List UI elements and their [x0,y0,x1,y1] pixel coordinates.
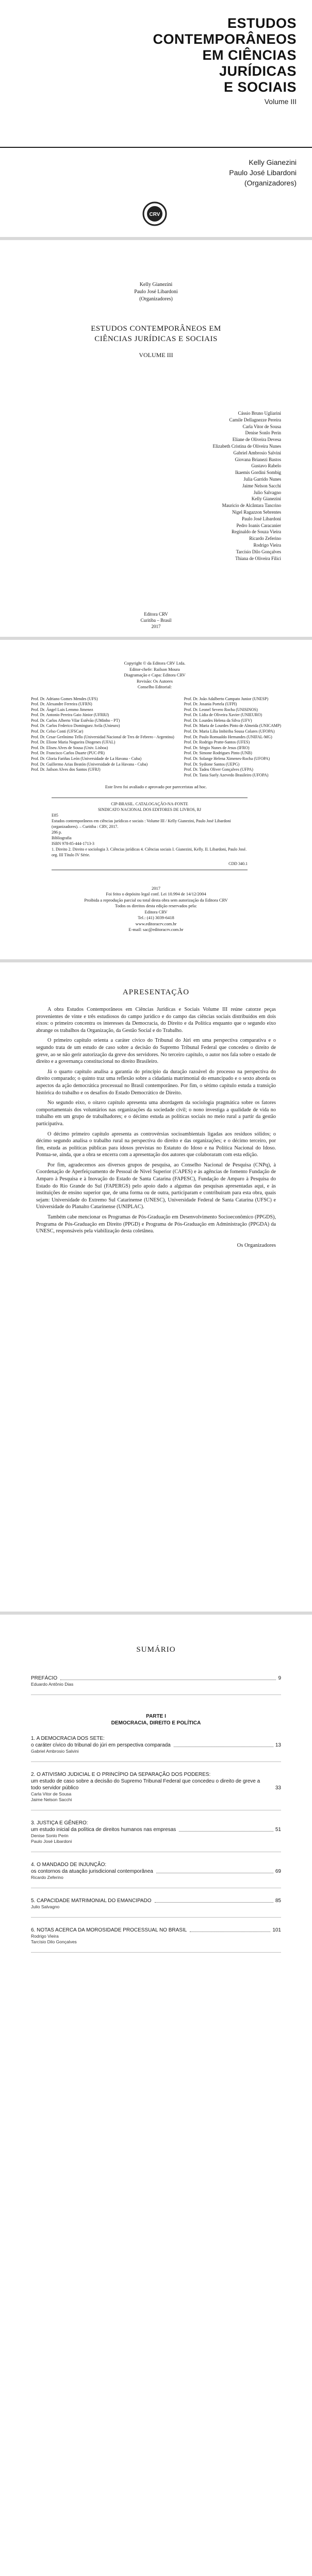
editorial-board-right [184,697,281,778]
review-note: Este livro foi avaliado e aprovado por pareceristas ad hoc. [105,784,207,790]
toc-authors [31,1934,281,1945]
toc-entry[interactable] [31,1861,281,1868]
presentation-title: APRESENTAÇÃO [122,988,190,996]
toc-entry[interactable] [31,1897,281,1904]
toc-authors [31,1833,281,1844]
toc-entry-label: 3. JUSTIÇA E GÊNERO: [31,1820,88,1826]
presentation-paragraph: Também cabe mencionar os Programas de Pós-Graduação em Desenvolvimento Socioeconômico (PPGDS), Programa de Pós-Graduação em Direito (PPGD) e Programa de Pós-Graduação em Administração (PPGDA) da UNESC, responsáveis pela viabilização desta coletânea. [36,1214,276,1234]
cover-title-line: CONTEMPORÂNEOS [153,31,297,47]
toc-divider [31,1694,281,1695]
author-name: Jaime Nelson Sacchi [31,1797,72,1802]
author-name: Carla Vitor de Sousa [31,1791,72,1797]
footer-line: Todos os direitos desta edição reservados pela: [115,903,197,909]
copyright-line: Editor-chefe: Railson Moura [129,666,180,672]
board-member: Prof. Dr. Eliseu Alves de Sousa (Univ. Lisboa) [31,745,108,750]
footer-line: Proibida a reprodução parcial ou total desta obra sem autorização da Editora CRV [84,897,228,903]
toc-entry-subtitle-row [31,1868,281,1875]
cip-cdd: CDD 340.1 [228,861,248,866]
toc-entry-label: 4. O MANDADO DE INJUNÇÃO: [31,1862,107,1868]
author-name: Gabriel Ambrosio Salvini [233,450,281,455]
author-name: Ricardo Zeferino [249,536,281,541]
toc-entry[interactable] [31,1820,281,1826]
toc-entry-label: 6. NOTAS ACERCA DA MOROSIDADE PROCESSUAL NO BRASIL [31,1927,187,1933]
presentation-paragraph: Por fim, agradecemos aos diversos grupos de pesquisa, ao Conselho Nacional de Pesquisa (CNPq), à Coordenação de Aperfeiçoamento de Pessoal de Nível Superior (CAPES) e às agências de fomento Fundação de Amparo à Pesquisa e à Inovação do Estado de Santa Catarina (FAPESC), Fundação de Amparo à Pesquisa do Estado do Rio Grande do Sul (FAPERGS) pelo apoio dado a algumas das pesquisas apresentadas aqui, e às instituições de ensino superior que, de uma forma ou de outra, participaram e contribuíram para esta obra, quais sejam: Universidade do Extremo Sul Catarinense (UNESC), Universidade Federal de Santa Catarina (UFSC) e Universidade do Planalto Catarinense (UNIPLAC). [36,1162,276,1210]
board-member: Prof. Dr. Francisco Carlos Duarte (PUC-PR) [31,751,105,756]
board-member: Prof. Dr. Adriano Gomes Mendes (UFS) [31,696,98,701]
author-name: Ikaemis Gordini Sombig [235,470,281,476]
toc-leader [155,1902,273,1903]
editors-role: (Organizadores) [139,296,173,302]
author-name: Julio Salvagno [253,489,281,495]
board-member: Prof. Dr. Sydione Santos (UEPG) [184,761,240,767]
toc-leader [179,1831,273,1832]
board-member: Prof. Dr. João Adalberto Campato Junior (UNESP) [184,696,269,701]
page-break-space [31,1953,281,2576]
cover-title-line: ESTUDOS [227,15,297,31]
cip-line: ISBN 978-85-444-1713-3 [52,841,94,846]
toc-divider [31,1761,281,1762]
board-member: Prof. Dr. Carlos Alberto Vilar Estêvão (UMinho - PT) [31,718,120,723]
toc-entry[interactable] [31,1927,281,1934]
author-name: Rodrigo Vieira [31,1934,59,1939]
editors-role: (Organizadores) [244,179,297,187]
part-number: PARTE I [146,1714,166,1719]
board-member: Prof. Dr. Alexandre Ferreira (UFRN) [31,702,92,707]
toc-title: SUMÁRIO [136,1646,176,1654]
editorial-board-left [31,697,174,778]
editor-name: Paulo José Libardoni [134,289,178,295]
author-name: Pedro Ioanis Caracanier [236,522,281,528]
author-name: Nigel Ragazzon Sebrentes [232,509,281,515]
editorial-board [31,697,281,778]
toc-author [31,1682,281,1687]
author-name: Denise Sonlo Perin [31,1833,69,1838]
toc-page-number: 9 [278,1675,281,1681]
part-name: DEMOCRACIA, DIREITO E POLÍTICA [111,1720,201,1726]
cip-line: 286 p. [52,829,62,835]
author-name: Eliane de Oliveira Devesa [232,437,281,443]
presentation-paragraph: No segundo eixo, o oitavo capítulo apresenta uma abordagem da sociologia pragmática sobre os fatores comportamentais dos voluntários nas organizações da sociedade civil; o nono investiga a qualidade de vida no trabalho em um grupo de trabalhadores; e o décimo estuda as políticas sociais no meio rural a partir da gestão participativa. [36,1100,276,1127]
board-member: Prof. Dr. Celso Conti (UFSCar) [31,729,84,734]
presentation-body [36,1006,276,1235]
editor-name: Paulo José Libardoni [229,168,297,177]
toc-page-number: 33 [275,1785,281,1791]
toc-authors [31,1904,281,1910]
publication-year: 2017 [151,624,161,629]
title-page-editors [0,281,312,303]
title-page-volume: VOLUME III [139,351,173,359]
editor-name: Kelly Gianezini [139,282,173,287]
cover-volume: Volume III [264,97,297,106]
author-name: Jaime Nelson Sacchi [242,483,281,488]
board-member: Prof. Dr. Carlos Federico Dominguez Avila (Unieuro) [31,723,120,728]
toc-entry-subtitle-row [31,1826,281,1833]
footer-line: 2017 [152,885,160,891]
toc-entry-prefacio[interactable] [31,1675,281,1682]
board-member: Prof. Dr. Josania Portela (UFPI) [184,702,237,707]
title-line: ESTUDOS CONTEMPORÂNEOS EM [91,325,221,333]
author-name: Gustavo Rabelo [251,463,281,469]
footer-line: Foi feito o depósito legal conf. Lei 10.994 de 14/12/2004 [106,891,206,897]
copyright-header [72,660,237,690]
presentation-paragraph: A obra Estudos Contemporâneos em Ciências Jurídicas e Sociais Volume III reúne catorze peças provenientes de vinte e três estudiosos do campo jurídico e do campo das ciências sociais distribuídos em dois eixos: o primeiro concentra os interesses da Democracia, do Direito e da Política enquanto que o segundo eixo abrange os trabalhos da Organização, da Gestão Social e do Trabalho. [36,1007,276,1033]
board-member: Prof. Dr. Tania Suely Azevedo Brasileiro (UFOPA) [184,772,269,777]
toc-entry-label: PREFÁCIO [31,1675,58,1681]
cip-id: E85 [52,812,58,818]
book-cover [0,0,312,237]
author-name: Gabriel Ambrosio Salvini [31,1749,79,1754]
toc-entry[interactable] [31,1735,281,1742]
title-page [0,240,312,637]
board-member: Prof. Dr. Simone Rodrigues Pinto (UNB) [184,751,252,756]
board-member: Prof. Dr. Cesar Gerônimo Tello (Universidad Nacional de Tres de Febrero - Argentina) [31,734,174,739]
board-member: Prof. Dr. Lídia de Oliveira Xavier (UNIEURO) [184,713,262,718]
cip-body [52,818,248,858]
title-page-imprint [0,611,312,630]
copyright-page [0,640,312,959]
publisher-city: Curitiba – Brasil [140,618,172,623]
toc-divider [31,1917,281,1918]
author-name: Mauricio de Alcântara Tancrino [222,503,281,509]
cover-title-line: EM CIÊNCIAS [202,47,297,63]
toc-authors [31,1875,281,1880]
author-name: Ricardo Zeferino [31,1875,63,1880]
toc-part-1 [31,1714,281,1726]
publisher-name: Editora CRV [144,612,168,617]
presentation-signature: Os Organizadores [237,1242,276,1248]
table-of-contents [0,1615,312,2576]
board-member: Prof. Dr. Paulo Romualdo Hernandes (UNIFAL-MG) [184,734,272,739]
board-member: Prof. Dr. Antonio Pereira Gaio Júnior (UFRRJ) [31,713,109,718]
editor-name: Kelly Gianezini [249,158,297,166]
author-name: Elizabeth Cristina de Oliveira Nunes [212,443,281,449]
board-member: Prof. Dr. Jailson Alves dos Santos (UFRJ) [31,767,101,772]
author-name: Carla Vitor de Sousa [242,423,281,429]
toc-entry-label: 1. A DEMOCRACIA DOS SETE: [31,1736,105,1741]
toc-page-number: 101 [272,1927,281,1933]
board-member: Prof. Dr. Tadeu Oliver Gonçalves (UFPA) [184,767,253,772]
toc-entry-subtitle-row [31,1742,281,1749]
board-member: Prof. Dr. Sérgio Nunes de Jesus (IFRO) [184,745,250,750]
author-name: Eduardo Antônio Dias [31,1682,74,1687]
footer-line: www.editoracrv.com.br [135,921,177,926]
footer-line: Editora CRV [144,909,168,914]
cip-record [52,798,248,870]
board-member: Prof. Dr. Leonel Severo Rocha (UNISINOS) [184,707,258,712]
copyright-footer [31,886,281,933]
author-name: Tarcísio Dilo Gonçalves [236,549,281,554]
board-member: Prof. Dr. Rodrigo Pratte-Santos (UFES) [184,740,250,745]
board-member: Prof. Dr. Elione Maria Nogueira Diogenes (UFAL) [31,740,116,745]
toc-authors [31,1791,281,1803]
copyright-line: Conselho Editorial: [137,684,172,689]
cip-header: SINDICATO NACIONAL DOS EDITORES DE LIVROS, RJ [97,807,202,812]
author-name: Paulo José Libardoni [31,1839,72,1844]
board-member: Prof. Dr. Solange Helena Ximenes-Rocha (UFOPA) [184,756,270,761]
footer-line: E-mail: sac@editoracrv.com.br [128,927,184,933]
toc-page-number: 13 [275,1742,281,1748]
title-page-title [0,324,312,344]
toc-leader [190,1931,270,1932]
author-name: Rodrigo Vieira [253,542,281,548]
toc-page-number: 69 [275,1869,281,1874]
publisher-logo [134,198,175,229]
toc-entry-subtitle: um estudo de caso sobre a decisão do Supremo Tribunal Federal que concedeu o direito de greve a todo servidor público [31,1778,260,1791]
author-name: Thiana de Oliveira Filici [235,555,281,561]
title-line: CIÊNCIAS JURÍDICAS E SOCIAIS [94,335,218,343]
cip-line: Estudos contemporâneos em ciências jurídicas e sociais : Volume III / Kelly Gianezini, Paulo José Libardoni (organizadores). – Curitiba : CRV, 2017. [52,818,231,829]
author-name: Denise Sonlo Perin [245,430,281,436]
cover-editors [229,157,297,188]
cover-divider [0,147,312,148]
toc-entry-label: 2. O ATIVISMO JUDICIAL E O PRINCÍPIO DA SEPARAÇÃO DOS PODERES: [31,1772,211,1777]
cip-header: CIP-BRASIL. CATALOGAÇÃO-NA-FONTE [111,801,188,806]
toc-entry-subtitle: um estudo inicial da política de direitos humanos nas empresas [31,1827,176,1833]
author-name: Reginaldo de Souza Vieira [231,529,281,535]
toc-entry-subtitle-row [31,1778,281,1791]
author-name: Tarcísio Dilo Gonçalves [31,1939,77,1944]
board-member: Prof. Dr. Guillermo Arias Beatón (Universidade de La Havana - Cuba) [31,761,148,767]
author-name: Paulo José Libardoni [242,516,281,521]
author-name: Cássio Bruno Ugliarini [238,411,281,416]
board-member: Prof. Dr. Ángel Luis Lemmo Jimenez [31,707,93,712]
cover-title [121,15,297,106]
presentation-page [0,962,312,1612]
board-member: Prof. Dr. Maria de Lourdes Pinto de Almeida (UNICAMP) [184,723,281,728]
cover-title-line: E SOCIAIS [223,79,297,95]
toc-list-part-1 [31,1735,281,1953]
toc-entry-subtitle: os contornos da atuação jurisdicional contemporânea [31,1869,153,1874]
author-name: Julio Salvagno [31,1904,60,1909]
author-list [213,410,281,562]
presentation-paragraph: Já o quarto capítulo analisa a garantia do princípio da duração razoável do processo na perspectiva do direito comparado; o quinto traz uma reflexão sobre a cidadania matrimonial do emancipado e o sexto aborda os aspectos da ação democrática processual no Brasil contemporâneo. Por fim, o sétimo capítulo estuda a transição histórica do trabalho e os desafios do Estado Democrático de Direito. [36,1069,276,1096]
board-member: Prof. Dr. Maria Lília Imbiriba Sousa Colares (UFOPA) [184,729,275,734]
toc-authors [31,1749,281,1754]
presentation-paragraph: O primeiro capítulo orienta a caráter cívico do Tribunal do Júri em uma perspectiva comparativa e o segundo trata de um estudo de caso sobre a decisão do Supremo Tribunal Federal que concedeu o direito de greve, ao se não gerir autorização da greve dos servidores. No terceiro capítulo, o autor nos fala sobre o estado de direito e a governança constitucional no direito Brasileiro. [36,1038,276,1065]
toc-entry[interactable] [31,1771,281,1778]
footer-line: Tel.: (41) 3039-6418 [138,915,174,921]
copyright-line: Copyright © da Editora CRV Ltda. [124,660,186,666]
board-member: Prof. Dr. Lourdes Helena da Silva (UFV) [184,718,252,723]
copyright-line: Diagramação e Capa: Editora CRV [124,672,186,677]
cip-line: 1. Direito 2. Direito e sociologia 3. Ciências jurídicas 4. Ciências sociais I. Gianezini, Kelly. II. Libardoni, Paulo José. org. III Título IV Série. [52,846,247,857]
toc-entry-subtitle: o caráter cívico do tribunal do júri em perspectiva comparada [31,1742,171,1748]
cover-title-line: JURÍDICAS [219,63,297,79]
author-name: Camile Dellagnezze Pereira [229,417,281,422]
toc-page-number: 51 [275,1827,281,1833]
board-member: Prof. Dr. Gloria Fariñas León (Universidade de La Havana - Cuba) [31,756,142,761]
publisher-logo-text: CRV [149,212,160,217]
presentation-paragraph: O décimo primeiro capítulo apresenta as controvérsias socioambientais ligadas aos resíduos sólidos; o décimo segundo analisa o trabalho rural na perspectiva do direito e das organizações; e o décimo terceiro, por fim, estuda as políticas públicas para idosos previstas no Estatuto do Idoso e na Política Nacional do Idoso. Pontua-se, ainda, que a obra se encerra com a apresentação dos autores que colaboraram com esta edição. [36,1131,276,1158]
cip-line: Bibliografia [52,835,72,840]
author-name: Julia Garrido Nunes [243,476,281,482]
toc-page-number: 85 [275,1898,281,1904]
author-name: Giovana Brianezi Bastos [235,456,281,462]
toc-entry-label: 5. CAPACIDADE MATRIMONIAL DO EMANCIPADO [31,1898,152,1904]
copyright-line: Revisão: Os Autores [137,678,173,684]
author-name: Kelly Gianezini [251,496,281,502]
